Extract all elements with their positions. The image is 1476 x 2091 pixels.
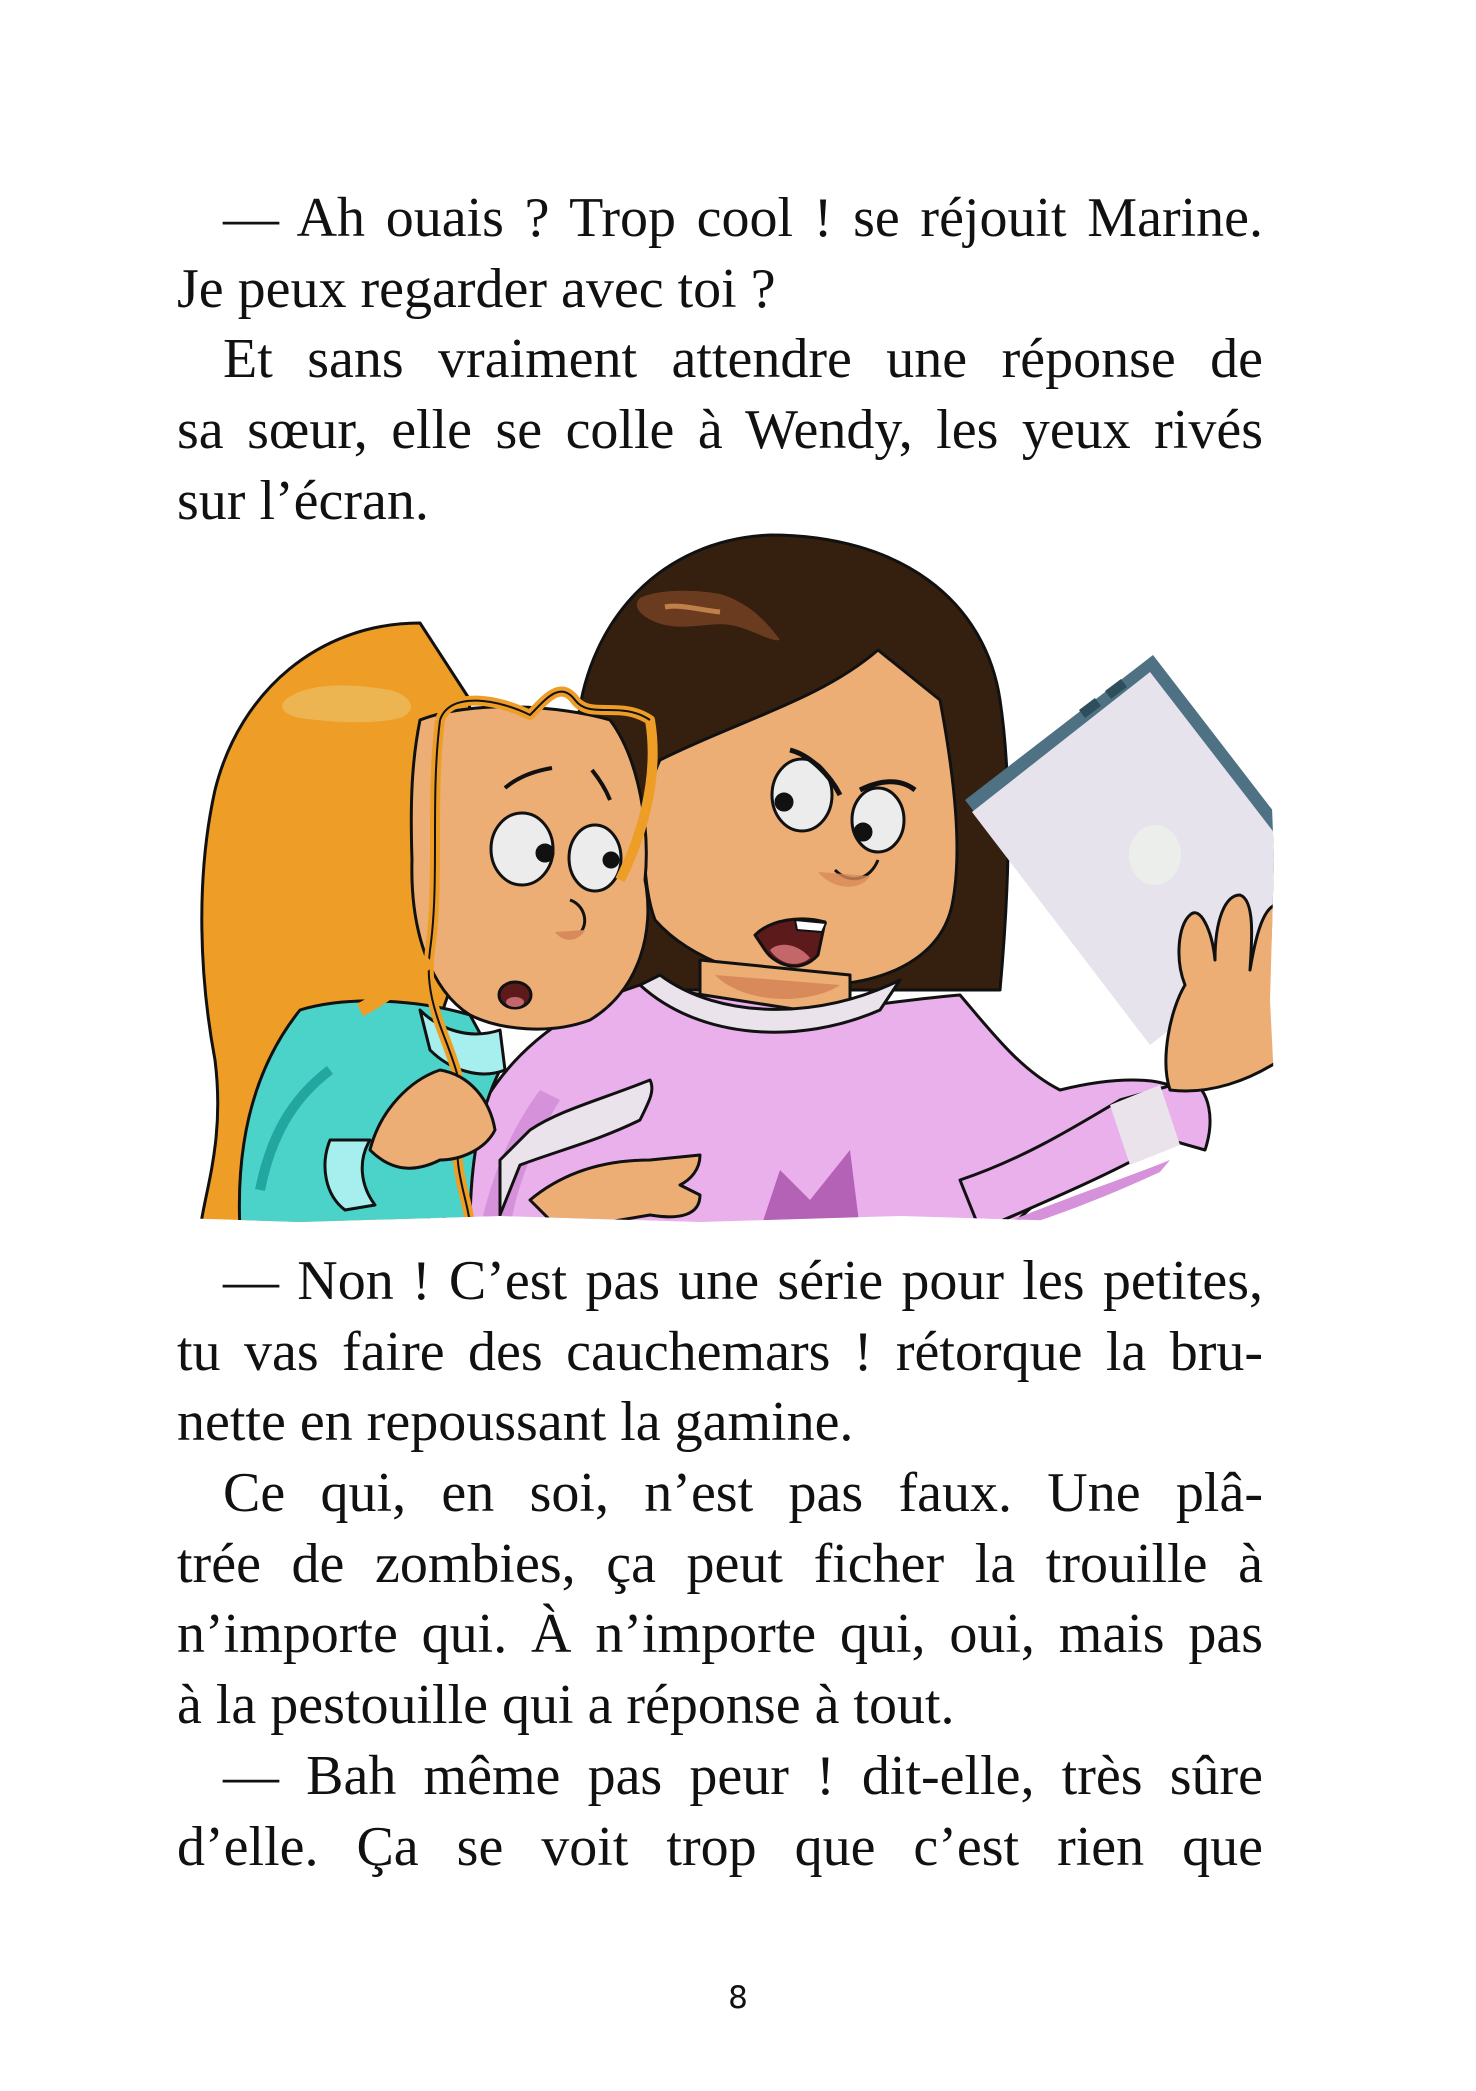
text-line: sa sœur, elle se colle à Wendy, les yeux rivés bbox=[177, 399, 1263, 462]
page-number: 8 bbox=[728, 1980, 748, 2016]
text-line: trée de zombies, ça peut ficher la trouille à bbox=[177, 1532, 1263, 1595]
text-line: Et sans vraiment attendre une réponse de bbox=[223, 328, 1263, 391]
text-block-bottom bbox=[177, 1246, 1263, 1882]
text-line: tu vas faire des cauchemars ! rétorque la bru- bbox=[177, 1320, 1263, 1383]
text-line: sur l’écran. bbox=[177, 469, 429, 532]
text-line: n’importe qui. À n’importe qui, oui, mais pas bbox=[177, 1603, 1263, 1666]
text-line: — Bah même pas peur ! dit-elle, très sûre bbox=[223, 1744, 1263, 1807]
text-line: d’elle. Ça se voit trop que c’est rien que bbox=[177, 1815, 1263, 1878]
wendy-hand bbox=[1166, 895, 1280, 1091]
text-line: nette en repoussant la gamine. bbox=[177, 1391, 854, 1454]
illustration-girls-with-tablet bbox=[180, 520, 1280, 1230]
text-block-top bbox=[177, 183, 1263, 536]
text-line: à la pestouille qui a réponse à tout. bbox=[177, 1674, 955, 1737]
text-line: Je peux regarder avec toi ? bbox=[177, 257, 776, 320]
text-line: — Ah ouais ? Trop cool ! se réjouit Marine. bbox=[223, 187, 1263, 249]
text-line: Ce qui, en soi, n’est pas faux. Une plâ- bbox=[223, 1462, 1263, 1525]
text-line: — Non ! C’est pas une série pour les petites, bbox=[223, 1250, 1263, 1312]
marine-face bbox=[411, 707, 648, 1029]
